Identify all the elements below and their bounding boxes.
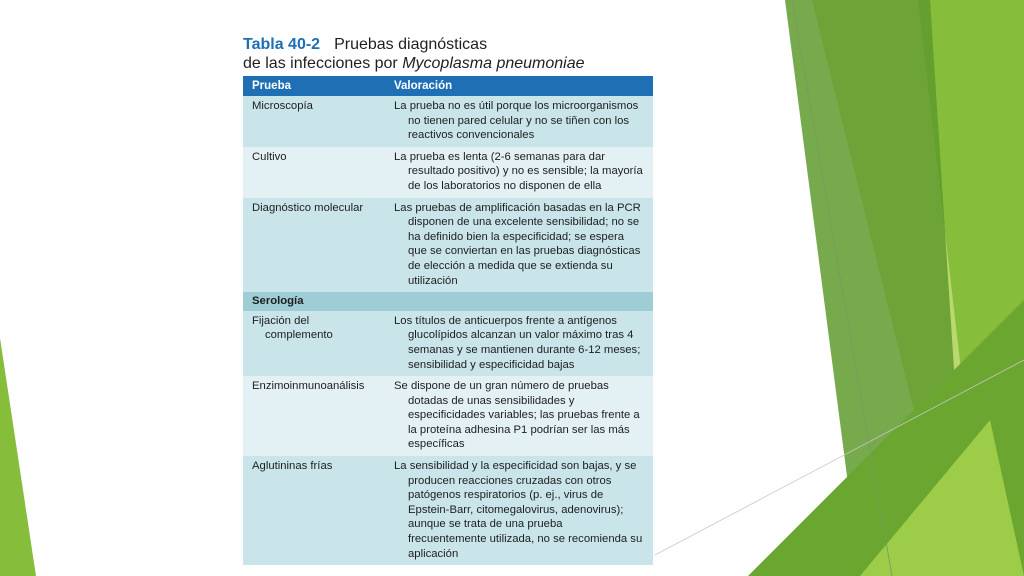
caption-title-2: de las infecciones por	[243, 55, 403, 72]
table-caption	[243, 35, 653, 73]
cell-assessment: La prueba no es útil porque los microorganismos no tienen pared celular y no se tiñen con los reactivos convencionales	[385, 96, 653, 147]
caption-species: Mycoplasma pneumoniae	[402, 55, 585, 72]
header-prueba: Prueba	[243, 76, 385, 96]
table-row	[243, 311, 653, 376]
table-row	[243, 456, 653, 565]
table-row	[243, 198, 653, 293]
section-label: Serología	[243, 292, 385, 311]
cell-test: Aglutininas frías	[243, 456, 385, 565]
cell-test: Enzimoinmunoanálisis	[243, 376, 385, 456]
table-row	[243, 147, 653, 198]
header-valoracion: Valoración	[385, 76, 653, 96]
cell-test: Diagnóstico molecular	[243, 198, 385, 293]
table-row	[243, 96, 653, 147]
caption-title-1: Pruebas diagnósticas	[334, 36, 488, 53]
table-number: Tabla 40-2	[243, 36, 321, 53]
cell-test: Fijación del complemento	[243, 311, 385, 376]
diagnostic-table	[243, 76, 653, 565]
document-page	[243, 35, 653, 565]
cell-assessment: Se dispone de un gran número de pruebas dotadas de unas sensibilidades y especificidades variables; las pruebas frente a la proteína adhesina P1 podrían ser las más específicas	[385, 376, 653, 456]
section-empty-cell	[385, 292, 653, 311]
left-green-sliver	[0, 338, 36, 576]
caption-line-2	[243, 54, 653, 73]
table-header-row	[243, 76, 653, 96]
cell-assessment: Los títulos de anticuerpos frente a antígenos glucolípidos alcanzan un valor máximo tras 4 semanas y se mantienen durante 6-12 meses; sensibilidad y especificidad bajas	[385, 311, 653, 376]
cell-assessment: La sensibilidad y la especificidad son bajas, y se producen reacciones cruzadas con otros patógenos respiratorios (p. ej., virus de Epstein-Barr, citomegalovirus, adenovirus); aunque se trata de una prueba frecuentemente utilizada, no se recomienda su aplicación	[385, 456, 653, 565]
cell-assessment: La prueba es lenta (2-6 semanas para dar resultado positivo) y no es sensible; la mayoría de los laboratorios no disponen de ella	[385, 147, 653, 198]
section-row-serologia	[243, 292, 653, 311]
caption-line-1	[243, 35, 653, 54]
cell-test: Microscopía	[243, 96, 385, 147]
cell-assessment: Las pruebas de amplificación basadas en la PCR disponen de una excelente sensibilidad; no se ha definido bien la especificidad; se espera que se conviertan en las pruebas diagnósticas de elección a medida que se extienda su utilización	[385, 198, 653, 293]
cell-test: Cultivo	[243, 147, 385, 198]
table-row	[243, 376, 653, 456]
